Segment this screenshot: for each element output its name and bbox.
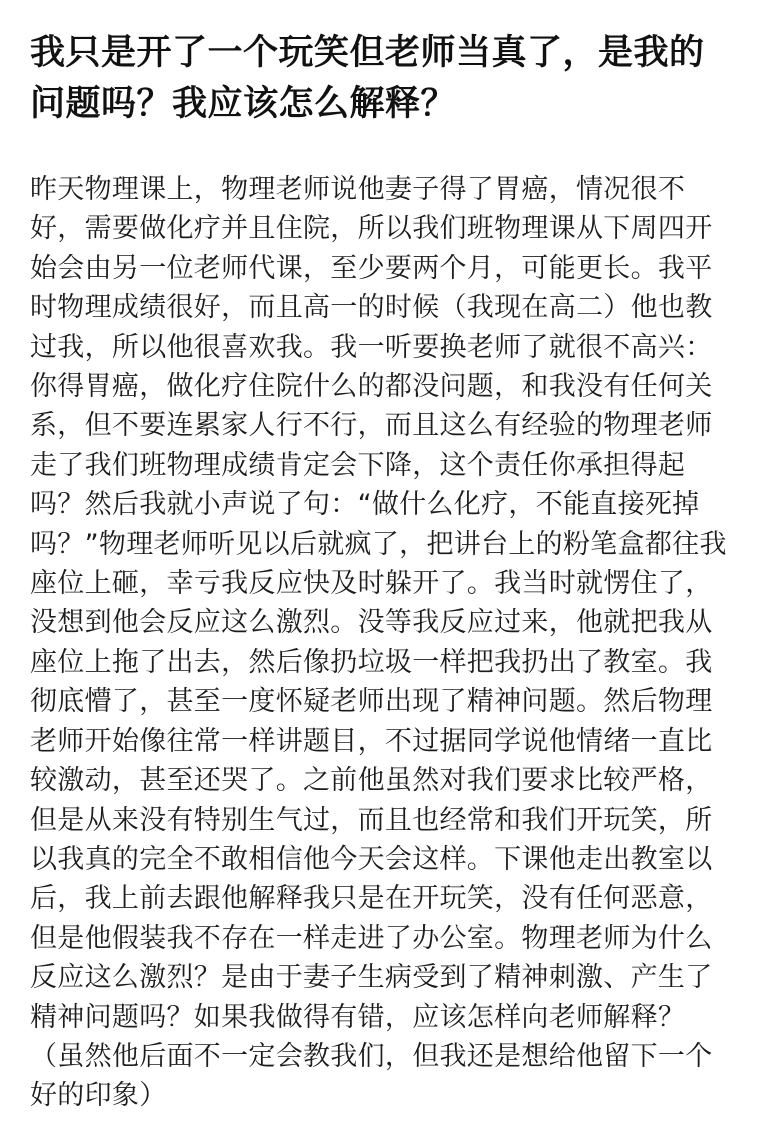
post-title: 我只是开了一个玩笑但老师当真了，是我的问题吗？我应该怎么解释？ xyxy=(30,33,705,124)
post-body: 昨天物理课上，物理老师说他妻子得了胃癌，情况很不好，需要做化疗并且住院，所以我们班物理课从下周四开始会由另一位老师代课，至少要两个月，可能更长。我平时物理成绩很好，而且高一的时候（我现在高二）他也教过我，所以他很喜欢我。我一听要换老师了就很不高兴：你得胃癌，做化疗住院什么的都没问题，和我没有任何关系，但不要连累家人行不行，而且这么有经验的物理老师走了我们班物理成绩肯定会下降，这个责任你承担得起吗？然后我就小声说了句：“做什么化疗，不能直接死掉吗？”物理老师听见以后就疯了，把讲台上的粉笔盒都往我座位上砸，幸亏我反应快及时躲开了。我当时就愣住了，没想到他会反应这么激烈。没等我反应过来，他就把我从座位上拖了出去，然后像扔垃圾一样把我扔出了教室。我彻底懵了，甚至一度怀疑老师出现了精神问题。然后物理老师开始像往常一样讲题目，不过据同学说他情绪一直比较激动，甚至还哭了。之前他虽然对我们要求比较严格，但是从来没有特别生气过，而且也经常和我们开玩笑，所以我真的完全不敢相信他今天会这样。下课他走出教室以后，我上前去跟他解释我只是在开玩笑，没有任何恶意，但是他假装我不存在一样走进了办公室。物理老师为什么反应这么激烈？是由于妻子生病受到了精神刺激、产生了精神问题吗？如果我做得有错，应该怎样向老师解释？（虽然他后面不一定会教我们，但我还是想给他留下一个好的印象） xyxy=(30,174,727,1112)
